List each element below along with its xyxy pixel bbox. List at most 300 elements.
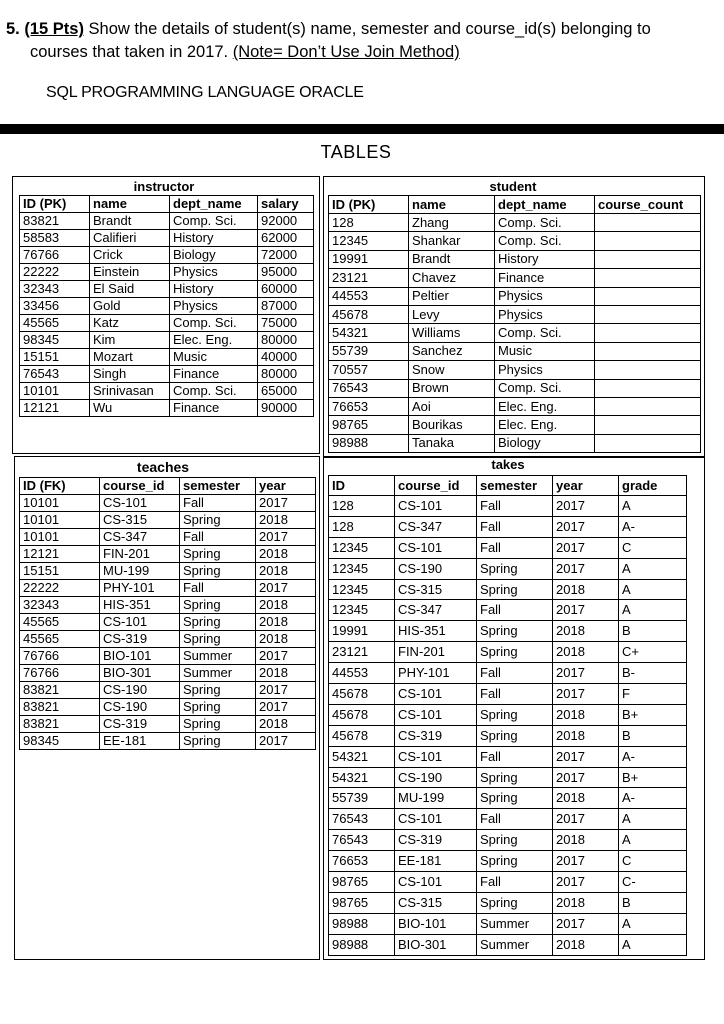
- takes-cell: 98988: [329, 934, 395, 955]
- teaches-cell: CS-347: [100, 529, 180, 546]
- instructor-column-header: salary: [258, 196, 314, 213]
- takes-cell: 54321: [329, 767, 395, 788]
- teaches-cell: Summer: [180, 648, 256, 665]
- instructor-cell: Physics: [170, 264, 258, 281]
- student-cell: [595, 416, 701, 434]
- teaches-cell: 2018: [256, 665, 316, 682]
- student-header: [329, 196, 701, 214]
- takes-cell: B+: [619, 704, 687, 725]
- table-row: [20, 580, 316, 597]
- student-cell: Zhang: [409, 214, 495, 232]
- table-row: [329, 621, 687, 642]
- teaches-cell: Fall: [180, 580, 256, 597]
- takes-cell: 98765: [329, 892, 395, 913]
- takes-cell: CS-101: [395, 872, 477, 893]
- table-row: [20, 614, 316, 631]
- table-row: [329, 767, 687, 788]
- table-row: [20, 546, 316, 563]
- takes-cell: Spring: [477, 579, 553, 600]
- question-note: (Note= Don’t Use Join Method): [232, 43, 460, 61]
- student-cell: [595, 361, 701, 379]
- takes-cell: Spring: [477, 892, 553, 913]
- instructor-cell: 45565: [20, 315, 90, 332]
- teaches-cell: Spring: [180, 563, 256, 580]
- takes-cell: Spring: [477, 788, 553, 809]
- instructor-cell: 72000: [258, 247, 314, 264]
- teaches-cell: CS-319: [100, 631, 180, 648]
- instructor-header-row: [20, 196, 314, 213]
- instructor-cell: 90000: [258, 400, 314, 417]
- student-cell: [595, 232, 701, 250]
- takes-cell: 2018: [553, 830, 619, 851]
- instructor-body: [20, 213, 314, 417]
- takes-cell: 98765: [329, 872, 395, 893]
- student-cell: [595, 434, 701, 452]
- takes-cell: A-: [619, 516, 687, 537]
- takes-cell: 2017: [553, 558, 619, 579]
- takes-cell: B-: [619, 663, 687, 684]
- instructor-cell: 12121: [20, 400, 90, 417]
- table-row: [20, 631, 316, 648]
- teaches-cell: 83821: [20, 682, 100, 699]
- teaches-cell: 2018: [256, 614, 316, 631]
- instructor-cell: 40000: [258, 349, 314, 366]
- teaches-cell: Spring: [180, 597, 256, 614]
- teaches-cell: CS-101: [100, 495, 180, 512]
- student-cell: 44553: [329, 287, 409, 305]
- takes-cell: C: [619, 851, 687, 872]
- question-body-1: Show the details of student(s) name, semester and course_id(s) belonging to: [83, 20, 651, 38]
- table-row: [20, 332, 314, 349]
- table-row: [329, 892, 687, 913]
- teaches-cell: 10101: [20, 495, 100, 512]
- takes-cell: Spring: [477, 725, 553, 746]
- teaches-cell: Spring: [180, 716, 256, 733]
- takes-cell: 2017: [553, 851, 619, 872]
- teaches-cell: 2018: [256, 597, 316, 614]
- student-cell: Tanaka: [409, 434, 495, 452]
- teaches-cell: 10101: [20, 529, 100, 546]
- takes-cell: Spring: [477, 704, 553, 725]
- student-cell: 55739: [329, 342, 409, 360]
- question-line-1: [6, 18, 718, 41]
- takes-cell: A: [619, 830, 687, 851]
- teaches-frame: [14, 456, 320, 960]
- takes-column-header: course_id: [395, 476, 477, 496]
- takes-cell: Fall: [477, 600, 553, 621]
- instructor-cell: Biology: [170, 247, 258, 264]
- teaches-table: [19, 477, 316, 750]
- table-row: [329, 600, 687, 621]
- student-cell: Williams: [409, 324, 495, 342]
- table-row: [20, 366, 314, 383]
- teaches-caption: teaches: [136, 459, 190, 475]
- takes-caption: takes: [491, 457, 525, 472]
- takes-cell: 55739: [329, 788, 395, 809]
- takes-cell: 2017: [553, 516, 619, 537]
- takes-cell: B+: [619, 767, 687, 788]
- takes-cell: Fall: [477, 809, 553, 830]
- teaches-column-header: ID (FK): [20, 478, 100, 495]
- takes-cell: 2018: [553, 788, 619, 809]
- student-cell: [595, 379, 701, 397]
- student-cell: Elec. Eng.: [495, 397, 595, 415]
- table-row: [20, 529, 316, 546]
- takes-cell: 12345: [329, 600, 395, 621]
- instructor-cell: Wu: [90, 400, 170, 417]
- teaches-cell: Spring: [180, 631, 256, 648]
- table-row: [20, 512, 316, 529]
- instructor-cell: 80000: [258, 366, 314, 383]
- instructor-cell: Mozart: [90, 349, 170, 366]
- teaches-cell: CS-319: [100, 716, 180, 733]
- takes-cell: 2017: [553, 663, 619, 684]
- student-cell: Bourikas: [409, 416, 495, 434]
- takes-cell: CS-315: [395, 892, 477, 913]
- instructor-cell: Einstein: [90, 264, 170, 281]
- teaches-cell: 98345: [20, 733, 100, 750]
- takes-cell: CS-101: [395, 746, 477, 767]
- student-cell: Snow: [409, 361, 495, 379]
- table-row: [329, 684, 687, 705]
- table-row: [329, 642, 687, 663]
- student-cell: Shankar: [409, 232, 495, 250]
- takes-cell: 2017: [553, 746, 619, 767]
- takes-cell: 128: [329, 496, 395, 517]
- table-row: [329, 809, 687, 830]
- teaches-cell: 2017: [256, 733, 316, 750]
- takes-cell: CS-347: [395, 600, 477, 621]
- instructor-cell: 95000: [258, 264, 314, 281]
- takes-cell: CS-101: [395, 684, 477, 705]
- teaches-cell: CS-101: [100, 614, 180, 631]
- teaches-cell: PHY-101: [100, 580, 180, 597]
- table-row: [329, 232, 701, 250]
- table-row: [329, 851, 687, 872]
- table-row: [20, 349, 314, 366]
- teaches-cell: Spring: [180, 699, 256, 716]
- instructor-header: [20, 196, 314, 213]
- table-row: [20, 247, 314, 264]
- student-cell: 98765: [329, 416, 409, 434]
- teaches-cell: Spring: [180, 546, 256, 563]
- student-caption: student: [489, 179, 537, 194]
- instructor-cell: Comp. Sci.: [170, 315, 258, 332]
- student-column-header: name: [409, 196, 495, 214]
- takes-cell: HIS-351: [395, 621, 477, 642]
- takes-cell: A-: [619, 788, 687, 809]
- teaches-cell: Spring: [180, 682, 256, 699]
- instructor-table: [19, 195, 314, 417]
- takes-cell: Spring: [477, 767, 553, 788]
- instructor-cell: 75000: [258, 315, 314, 332]
- student-cell: [595, 397, 701, 415]
- table-row: [20, 495, 316, 512]
- teaches-cell: 2017: [256, 682, 316, 699]
- instructor-cell: Brandt: [90, 213, 170, 230]
- student-column-header: course_count: [595, 196, 701, 214]
- takes-cell: 23121: [329, 642, 395, 663]
- takes-header: [329, 476, 687, 496]
- takes-cell: 45678: [329, 684, 395, 705]
- student-cell: 76543: [329, 379, 409, 397]
- takes-cell: A: [619, 913, 687, 934]
- takes-cell: Spring: [477, 642, 553, 663]
- student-cell: Chavez: [409, 269, 495, 287]
- teaches-cell: 32343: [20, 597, 100, 614]
- instructor-cell: 98345: [20, 332, 90, 349]
- table-row: [20, 733, 316, 750]
- teaches-header-row: [20, 478, 316, 495]
- table-row: [329, 250, 701, 268]
- teaches-cell: 12121: [20, 546, 100, 563]
- table-row: [329, 397, 701, 415]
- instructor-cell: 76543: [20, 366, 90, 383]
- takes-cell: 19991: [329, 621, 395, 642]
- takes-cell: Fall: [477, 872, 553, 893]
- takes-cell: 12345: [329, 579, 395, 600]
- student-cell: Physics: [495, 305, 595, 323]
- instructor-cell: 32343: [20, 281, 90, 298]
- teaches-cell: FIN-201: [100, 546, 180, 563]
- takes-cell: Spring: [477, 830, 553, 851]
- takes-cell: FIN-201: [395, 642, 477, 663]
- teaches-cell: MU-199: [100, 563, 180, 580]
- student-cell: [595, 324, 701, 342]
- takes-cell: Spring: [477, 558, 553, 579]
- takes-cell: 76543: [329, 830, 395, 851]
- table-row: [329, 496, 687, 517]
- takes-cell: BIO-101: [395, 913, 477, 934]
- student-cell: [595, 287, 701, 305]
- takes-cell: 44553: [329, 663, 395, 684]
- teaches-cell: Spring: [180, 614, 256, 631]
- takes-cell: 2018: [553, 621, 619, 642]
- table-row: [329, 788, 687, 809]
- instructor-cell: Music: [170, 349, 258, 366]
- table-row: [329, 287, 701, 305]
- student-cell: [595, 342, 701, 360]
- student-cell: Comp. Sci.: [495, 379, 595, 397]
- student-cell: [595, 250, 701, 268]
- takes-cell: 2018: [553, 725, 619, 746]
- question-points: (15 Pts): [24, 20, 84, 38]
- takes-cell: 2018: [553, 934, 619, 955]
- student-cell: [595, 305, 701, 323]
- table-row: [20, 699, 316, 716]
- table-row: [20, 213, 314, 230]
- takes-cell: CS-190: [395, 558, 477, 579]
- takes-cell: 128: [329, 516, 395, 537]
- takes-cell: 2017: [553, 872, 619, 893]
- table-row: [329, 704, 687, 725]
- takes-cell: 2017: [553, 684, 619, 705]
- takes-cell: A: [619, 934, 687, 955]
- takes-column-header: semester: [477, 476, 553, 496]
- takes-cell: C-: [619, 872, 687, 893]
- takes-cell: BIO-301: [395, 934, 477, 955]
- takes-table: [328, 475, 687, 956]
- takes-cell: 76653: [329, 851, 395, 872]
- student-cell: Biology: [495, 434, 595, 452]
- student-frame: [323, 176, 705, 458]
- table-row: [329, 379, 701, 397]
- takes-cell: 2018: [553, 579, 619, 600]
- table-row: [20, 648, 316, 665]
- student-column-header: ID (PK): [329, 196, 409, 214]
- teaches-cell: HIS-351: [100, 597, 180, 614]
- takes-cell: Fall: [477, 496, 553, 517]
- teaches-cell: 10101: [20, 512, 100, 529]
- question-number: 5.: [6, 20, 20, 38]
- instructor-cell: Srinivasan: [90, 383, 170, 400]
- teaches-cell: 83821: [20, 716, 100, 733]
- takes-cell: CS-347: [395, 516, 477, 537]
- table-row: [20, 597, 316, 614]
- takes-cell: Summer: [477, 934, 553, 955]
- table-row: [20, 400, 314, 417]
- student-cell: Physics: [495, 287, 595, 305]
- instructor-cell: 65000: [258, 383, 314, 400]
- table-row: [20, 716, 316, 733]
- instructor-caption: instructor: [133, 179, 195, 194]
- student-column-header: dept_name: [495, 196, 595, 214]
- table-row: [329, 269, 701, 287]
- instructor-cell: Finance: [170, 400, 258, 417]
- student-cell: 128: [329, 214, 409, 232]
- takes-cell: 12345: [329, 558, 395, 579]
- takes-cell: 2017: [553, 496, 619, 517]
- takes-cell: CS-101: [395, 496, 477, 517]
- instructor-cell: Gold: [90, 298, 170, 315]
- takes-cell: CS-319: [395, 830, 477, 851]
- student-cell: Music: [495, 342, 595, 360]
- instructor-cell: History: [170, 230, 258, 247]
- takes-cell: CS-101: [395, 704, 477, 725]
- instructor-cell: 87000: [258, 298, 314, 315]
- table-row: [329, 558, 687, 579]
- instructor-cell: El Said: [90, 281, 170, 298]
- instructor-cell: 92000: [258, 213, 314, 230]
- table-row: [20, 383, 314, 400]
- student-cell: Brown: [409, 379, 495, 397]
- takes-cell: CS-315: [395, 579, 477, 600]
- takes-cell: C: [619, 537, 687, 558]
- teaches-cell: 2018: [256, 546, 316, 563]
- takes-cell: CS-101: [395, 537, 477, 558]
- teaches-cell: Spring: [180, 512, 256, 529]
- table-row: [20, 682, 316, 699]
- student-cell: Aoi: [409, 397, 495, 415]
- instructor-cell: Elec. Eng.: [170, 332, 258, 349]
- table-row: [329, 725, 687, 746]
- teaches-cell: 22222: [20, 580, 100, 597]
- student-cell: Finance: [495, 269, 595, 287]
- teaches-body: [20, 495, 316, 750]
- takes-cell: CS-319: [395, 725, 477, 746]
- takes-cell: Fall: [477, 746, 553, 767]
- takes-cell: Fall: [477, 684, 553, 705]
- takes-cell: A: [619, 579, 687, 600]
- takes-cell: CS-190: [395, 767, 477, 788]
- teaches-cell: 76766: [20, 665, 100, 682]
- takes-cell: A: [619, 809, 687, 830]
- table-row: [329, 361, 701, 379]
- instructor-cell: 80000: [258, 332, 314, 349]
- instructor-frame: [12, 176, 320, 454]
- takes-cell: Fall: [477, 537, 553, 558]
- takes-cell: 76543: [329, 809, 395, 830]
- table-row: [329, 516, 687, 537]
- student-cell: Levy: [409, 305, 495, 323]
- teaches-cell: 83821: [20, 699, 100, 716]
- student-cell: Brandt: [409, 250, 495, 268]
- takes-cell: CS-101: [395, 809, 477, 830]
- teaches-cell: CS-190: [100, 682, 180, 699]
- teaches-cell: 45565: [20, 631, 100, 648]
- student-cell: Comp. Sci.: [495, 214, 595, 232]
- student-cell: [595, 214, 701, 232]
- teaches-cell: Fall: [180, 495, 256, 512]
- student-cell: 98988: [329, 434, 409, 452]
- takes-cell: 2018: [553, 704, 619, 725]
- student-table: [328, 195, 701, 453]
- instructor-cell: 62000: [258, 230, 314, 247]
- teaches-cell: EE-181: [100, 733, 180, 750]
- takes-cell: 45678: [329, 725, 395, 746]
- teaches-cell: BIO-301: [100, 665, 180, 682]
- student-header-row: [329, 196, 701, 214]
- table-row: [329, 913, 687, 934]
- teaches-cell: 2017: [256, 580, 316, 597]
- instructor-cell: 58583: [20, 230, 90, 247]
- takes-cell: EE-181: [395, 851, 477, 872]
- takes-cell: 12345: [329, 537, 395, 558]
- instructor-cell: 10101: [20, 383, 90, 400]
- table-row: [20, 264, 314, 281]
- teaches-cell: 2017: [256, 648, 316, 665]
- teaches-cell: CS-190: [100, 699, 180, 716]
- student-cell: Elec. Eng.: [495, 416, 595, 434]
- tables-title: TABLES: [320, 142, 392, 162]
- instructor-cell: Comp. Sci.: [170, 383, 258, 400]
- instructor-cell: Kim: [90, 332, 170, 349]
- table-row: [20, 665, 316, 682]
- instructor-cell: Finance: [170, 366, 258, 383]
- instructor-cell: 33456: [20, 298, 90, 315]
- student-cell: 54321: [329, 324, 409, 342]
- takes-cell: 2017: [553, 767, 619, 788]
- student-cell: 45678: [329, 305, 409, 323]
- takes-cell: Summer: [477, 913, 553, 934]
- teaches-column-header: course_id: [100, 478, 180, 495]
- question-text: [6, 18, 718, 64]
- student-cell: Comp. Sci.: [495, 324, 595, 342]
- teaches-cell: 2017: [256, 699, 316, 716]
- takes-cell: A: [619, 558, 687, 579]
- student-cell: History: [495, 250, 595, 268]
- teaches-cell: Summer: [180, 665, 256, 682]
- takes-cell: 98988: [329, 913, 395, 934]
- teaches-header: [20, 478, 316, 495]
- takes-cell: 2017: [553, 913, 619, 934]
- teaches-cell: 2018: [256, 716, 316, 733]
- takes-cell: A-: [619, 746, 687, 767]
- takes-cell: C+: [619, 642, 687, 663]
- takes-body: [329, 496, 687, 956]
- teaches-cell: 2018: [256, 563, 316, 580]
- question-body-2: courses that taken in 2017.: [30, 43, 233, 61]
